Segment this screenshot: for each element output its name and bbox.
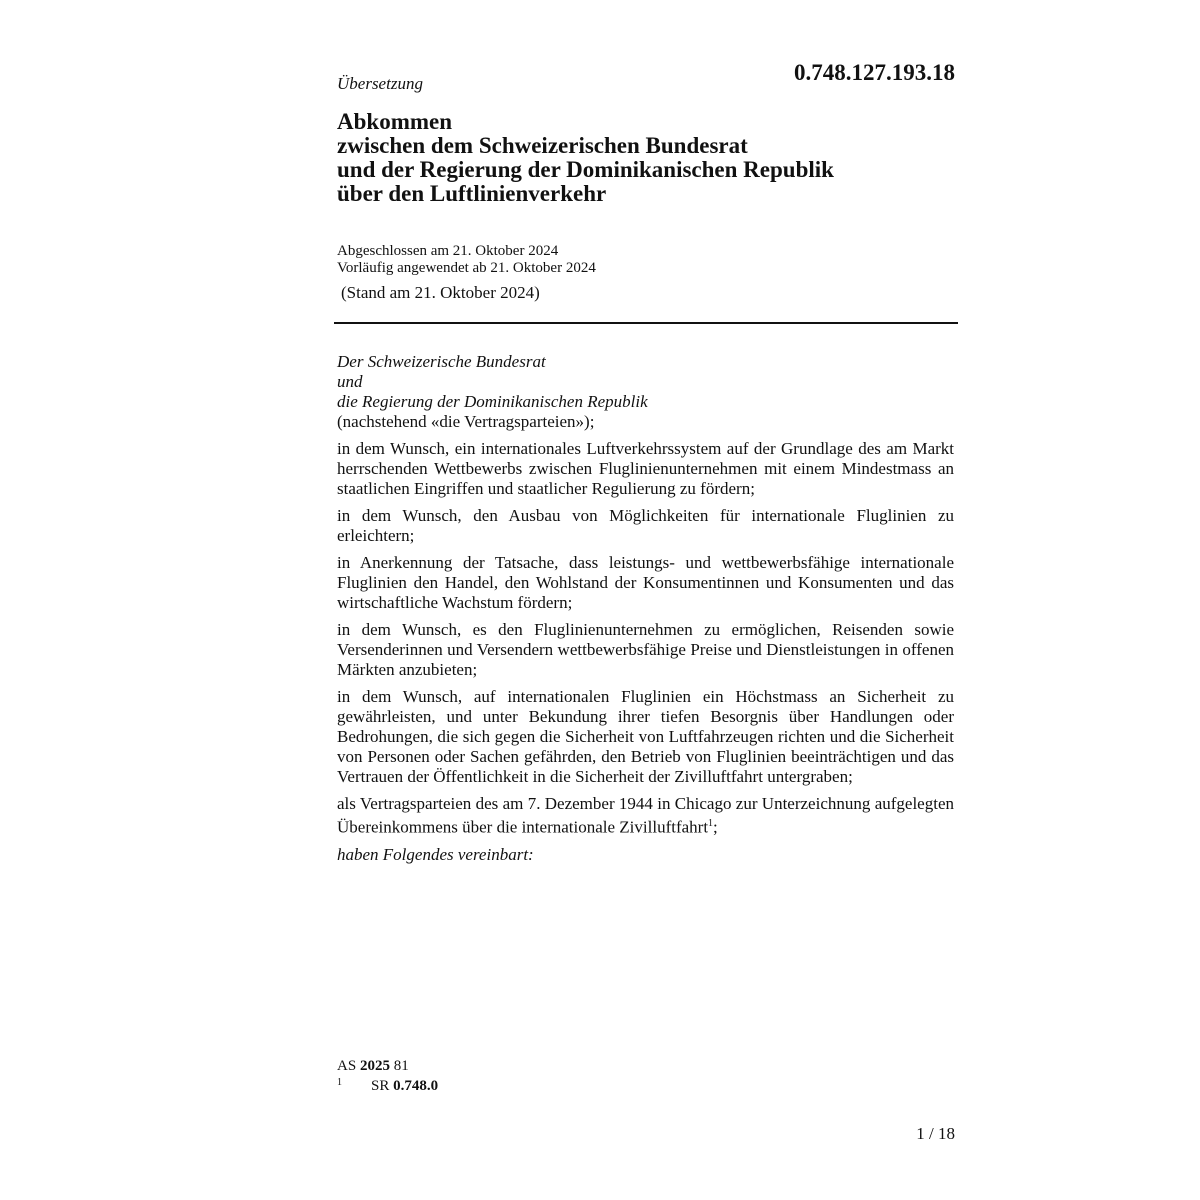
chicago-end: ; (713, 817, 718, 837)
preamble-paragraph: in dem Wunsch, es den Fluglinienunternehmen zu ermöglichen, Reisenden sowie Versenderinnen und Versendern wettbewerbsfähige Preise und Dienstleistungen in offenen Märkten anzubieten; (337, 620, 954, 679)
chicago-text: als Vertragsparteien des am 7. Dezember 1944 in Chicago zur Unterzeichnung aufgelegten Übereinkommens über die internationale Zivilluftfahrt (337, 794, 954, 837)
parties-note: (nachstehend «die Vertragsparteien»); (337, 412, 595, 431)
title-line: und der Regierung der Dominikanischen Republik (337, 157, 834, 182)
footnote-sr-ref[interactable]: 0.748.0 (393, 1078, 439, 1094)
footnote-number: 1 (337, 1077, 342, 1088)
title-line: Abkommen (337, 109, 453, 134)
as-reference (337, 1058, 409, 1075)
and-connector: und (337, 372, 363, 391)
sr-number: 0.748.127.193.18 (794, 60, 955, 85)
preamble-paragraph: in Anerkennung der Tatsache, dass leistungs- und wettbewerbsfähige internationale Fluglinien den Handel, den Wohlstand der Konsumentinnen und Konsumenten und das wirtschaftliche Wachstum fördern; (337, 553, 954, 612)
chicago-paragraph (337, 794, 954, 838)
status-date: (Stand am 21. Oktober 2024) (341, 283, 540, 302)
footnote-prefix: SR (371, 1078, 390, 1094)
closing-clause: haben Folgendes vereinbart: (337, 844, 534, 864)
applied-date: Vorläufig angewendet ab 21. Oktober 2024 (337, 260, 596, 276)
title-line: über den Luftlinienverkehr (337, 181, 607, 206)
party-2: die Regierung der Dominikanischen Republik (337, 392, 648, 411)
preamble-paragraph: in dem Wunsch, ein internationales Luftverkehrssystem auf der Grundlage des am Markt herrschenden Wettbewerbs zwischen Fluglinienunternehmen mit einem Mindestmass an staatlichen Eingriffen und staatlicher Regulierung zu fördern; (337, 439, 954, 498)
document-title (337, 110, 957, 206)
title-line: zwischen dem Schweizerischen Bundesrat (337, 133, 748, 158)
as-year: 2025 (359, 1058, 390, 1074)
concluded-date: Abgeschlossen am 21. Oktober 2024 (337, 243, 559, 259)
preamble-paragraph: in dem Wunsch, auf internationalen Fluglinien ein Höchstmass an Sicherheit zu gewährleisten, und unter Bekundung ihrer tiefen Besorgnis über Handlungen oder Bedrohungen, die sich gegen die Sicherheit von Luftfahrzeugen richten und die Sicherheit von Personen oder Sachen gefährden, den Betrieb von Fluglinien beeinträchtigen und das Vertrauen der Öffentlichkeit in die Sicherheit der Zivilluftfahrt untergraben; (337, 687, 954, 786)
page-number: 1 / 18 (916, 1124, 955, 1143)
as-page: 81 (393, 1058, 409, 1074)
preamble-paragraph: in dem Wunsch, den Ausbau von Möglichkeiten für internationale Fluglinien zu erleichtern; (337, 506, 954, 545)
header-divider (334, 322, 958, 324)
as-prefix: AS (337, 1058, 357, 1074)
footnote-reference[interactable]: 1 (708, 818, 714, 829)
preamble (337, 352, 954, 865)
translation-label: Übersetzung (337, 74, 423, 93)
party-1: Der Schweizerische Bundesrat (337, 352, 546, 371)
document-dates (337, 243, 596, 277)
footnote (337, 1078, 637, 1095)
